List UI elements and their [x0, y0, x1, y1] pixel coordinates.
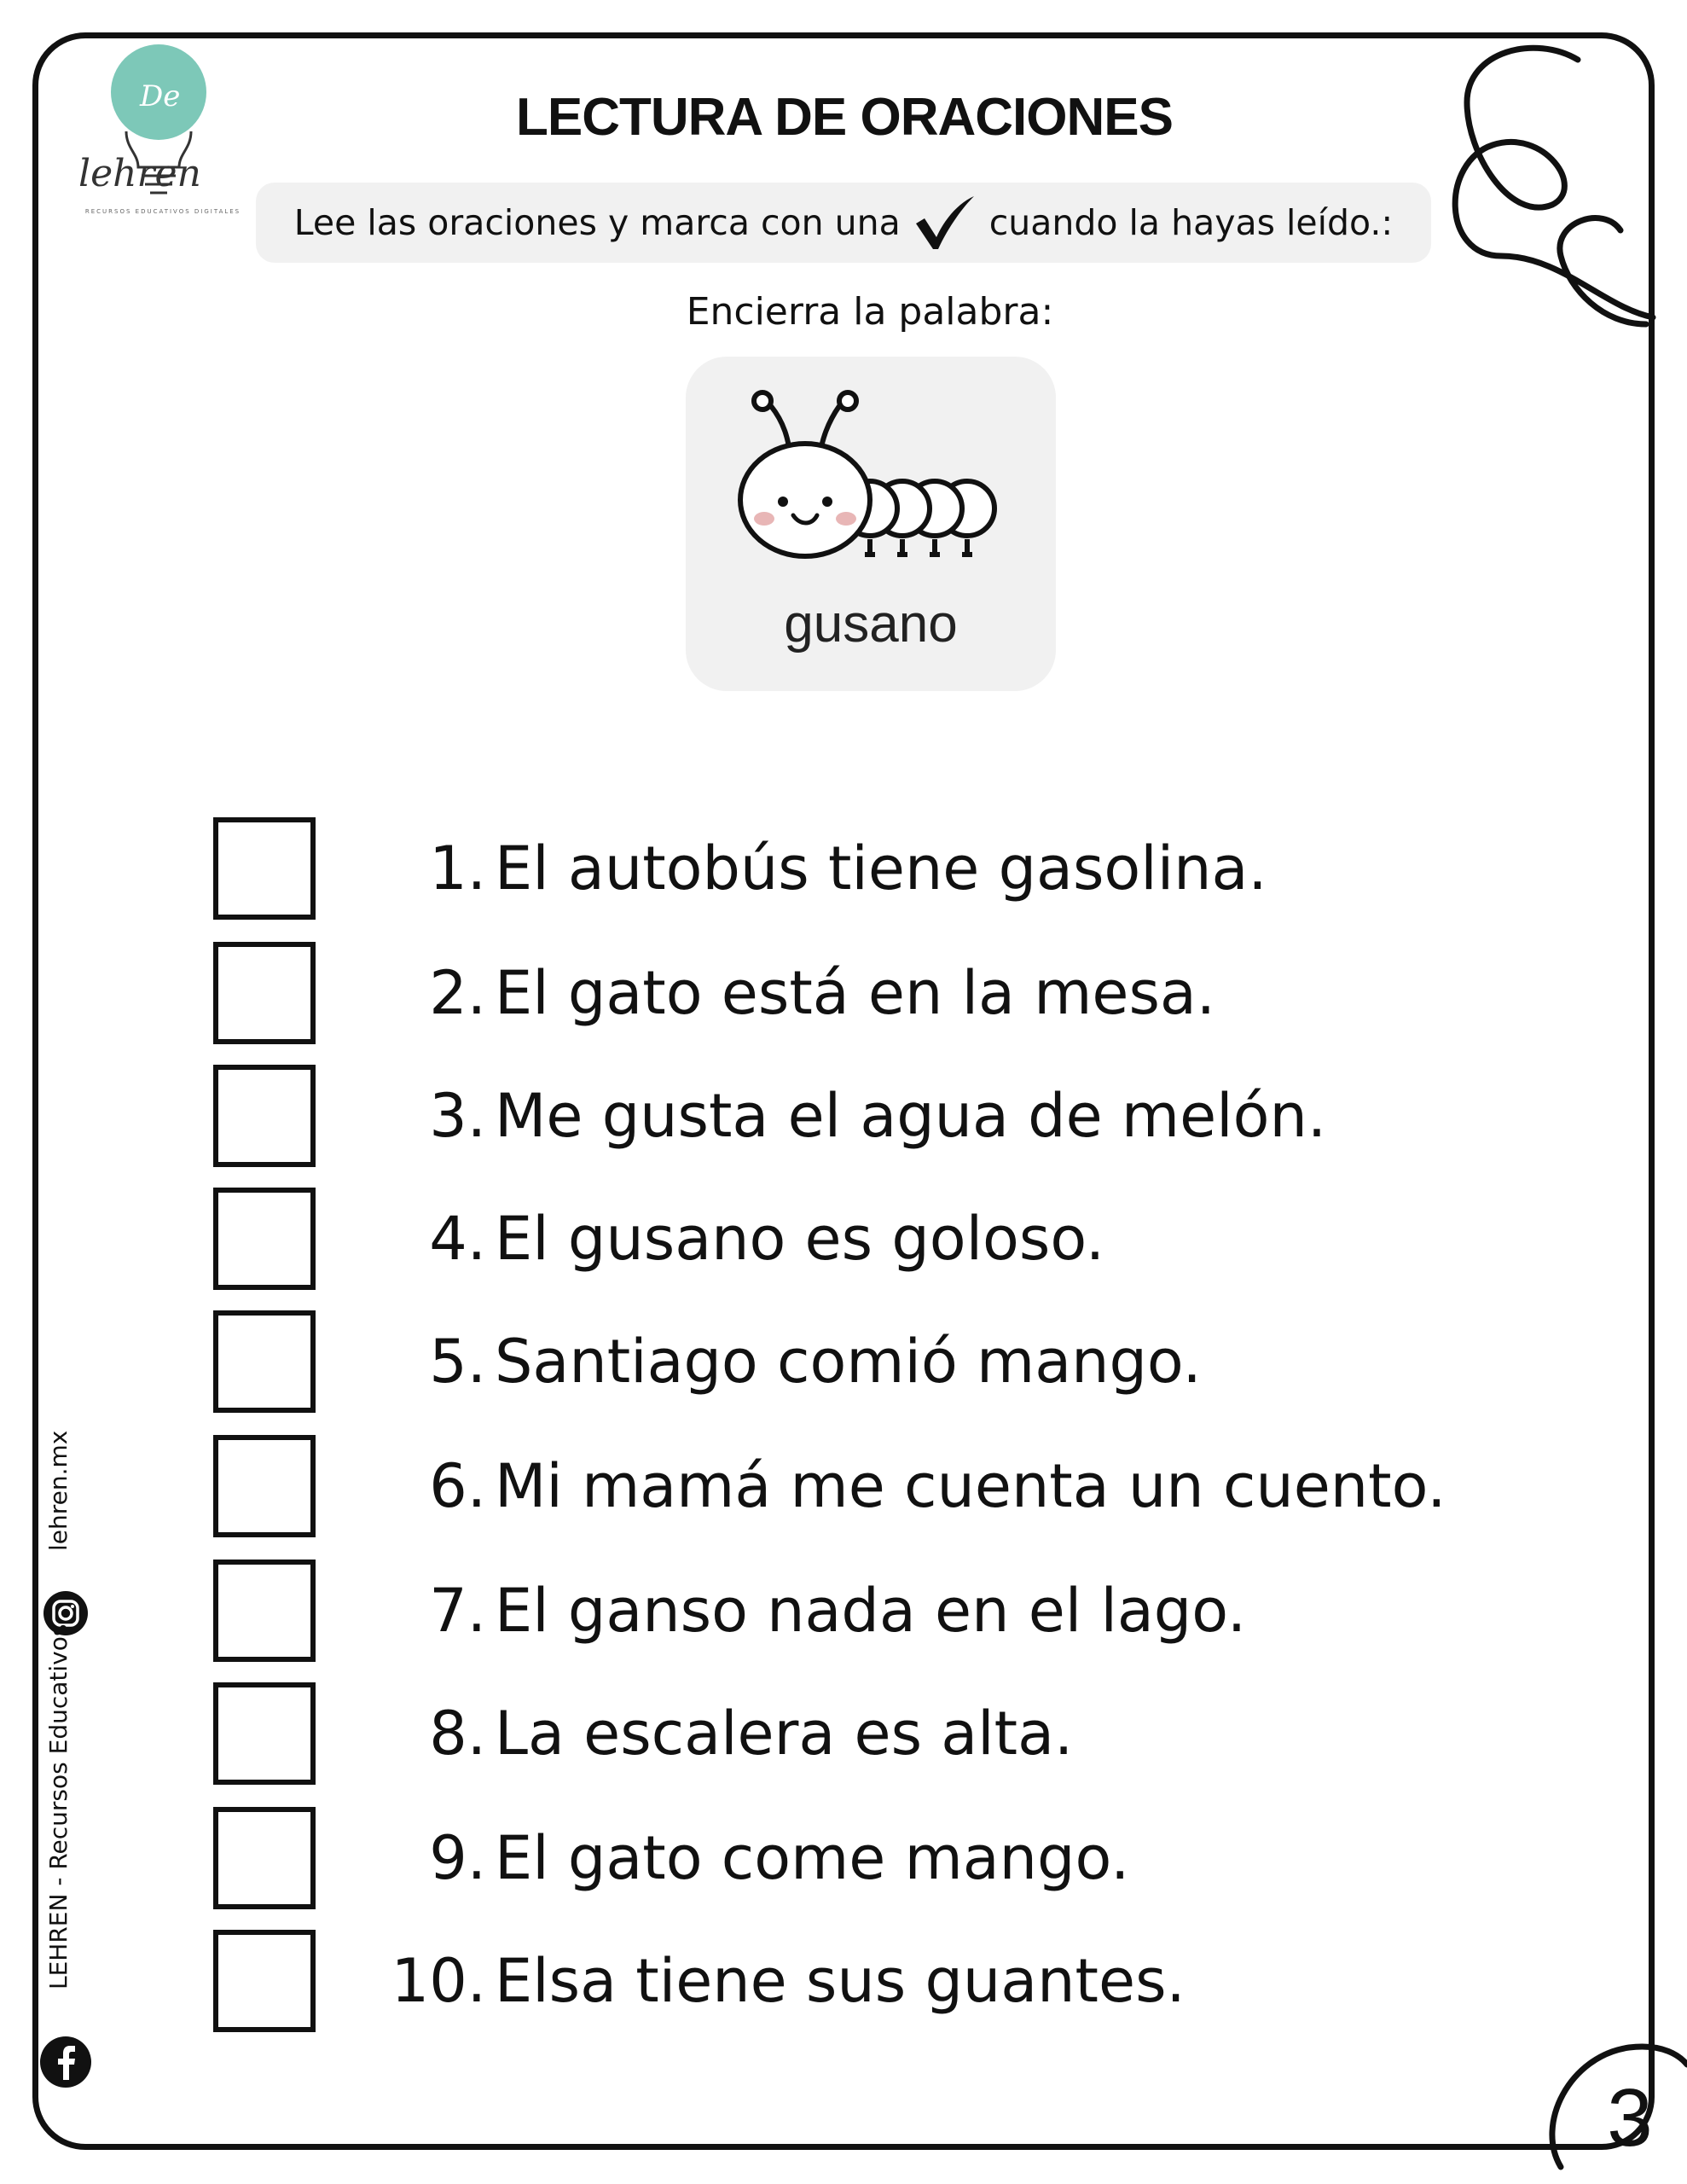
list-item [213, 1930, 1407, 2037]
item-number: 10. [391, 1946, 486, 2016]
card-word: gusano [784, 595, 958, 653]
read-checkbox[interactable] [213, 1435, 316, 1537]
read-checkbox[interactable] [213, 1065, 316, 1167]
item-sentence: Me gusta el agua de melón. [495, 1081, 1327, 1151]
list-item [213, 1560, 1407, 1667]
item-number: 7. [429, 1576, 486, 1646]
read-checkbox[interactable] [213, 1188, 316, 1290]
item-number: 8. [429, 1699, 486, 1769]
item-number: 3. [429, 1081, 486, 1151]
list-item [213, 1682, 1407, 1790]
word-card [686, 357, 1056, 691]
list-item [213, 1065, 1407, 1172]
list-item [213, 817, 1407, 925]
read-checkbox[interactable] [213, 1682, 316, 1785]
item-number: 2. [429, 958, 486, 1028]
facebook-page-name: LEHREN - Recursos Educativos [44, 1623, 72, 1989]
list-item [213, 942, 1407, 1049]
page-number: 3 [1607, 2072, 1653, 2164]
logo-brand: lehren [78, 152, 201, 195]
facebook-icon [39, 2036, 92, 2088]
list-item [213, 1435, 1446, 1542]
read-checkbox[interactable] [213, 1930, 316, 2032]
page-title: LECTURA DE ORACIONES [516, 88, 1173, 147]
item-sentence: Mi mamá me cuenta un cuento. [495, 1451, 1446, 1521]
item-sentence: Santiago comió mango. [495, 1327, 1202, 1397]
item-sentence: El gato está en la mesa. [495, 958, 1216, 1028]
read-checkbox[interactable] [213, 1560, 316, 1662]
read-checkbox[interactable] [213, 1807, 316, 1909]
caterpillar-icon [711, 372, 1030, 585]
item-sentence: Elsa tiene sus guantes. [495, 1946, 1186, 2016]
item-number: 1. [429, 834, 486, 903]
instagram-handle: lehren.mx [44, 1430, 72, 1551]
logo-tagline: RECURSOS EDUCATIVOS DIGITALES [84, 208, 241, 215]
read-checkbox[interactable] [213, 817, 316, 920]
item-sentence: La escalera es alta. [495, 1699, 1074, 1769]
item-sentence: El ganso nada en el lago. [495, 1576, 1247, 1646]
instruction-text-before: Lee las oraciones y marca con una [293, 202, 901, 243]
list-item [213, 1188, 1407, 1295]
item-sentence: El gato come mango. [495, 1823, 1130, 1893]
item-number: 6. [429, 1451, 486, 1521]
list-item [213, 1807, 1407, 1914]
instruction-text-after: cuando la hayas leído.: [988, 202, 1394, 243]
item-sentence: El autobús tiene gasolina. [495, 834, 1267, 903]
read-checkbox[interactable] [213, 1310, 316, 1413]
svg-text:De: De [140, 79, 181, 113]
item-sentence: El gusano es goloso. [495, 1204, 1105, 1274]
checkmark-icon [913, 193, 977, 253]
read-checkbox[interactable] [213, 942, 316, 1044]
list-item [213, 1310, 1407, 1418]
item-number: 9. [429, 1823, 486, 1893]
item-number: 5. [429, 1327, 486, 1397]
circle-word-instruction: Encierra la palabra: [686, 290, 1054, 334]
instruction-box [256, 183, 1431, 263]
item-number: 4. [429, 1204, 486, 1274]
